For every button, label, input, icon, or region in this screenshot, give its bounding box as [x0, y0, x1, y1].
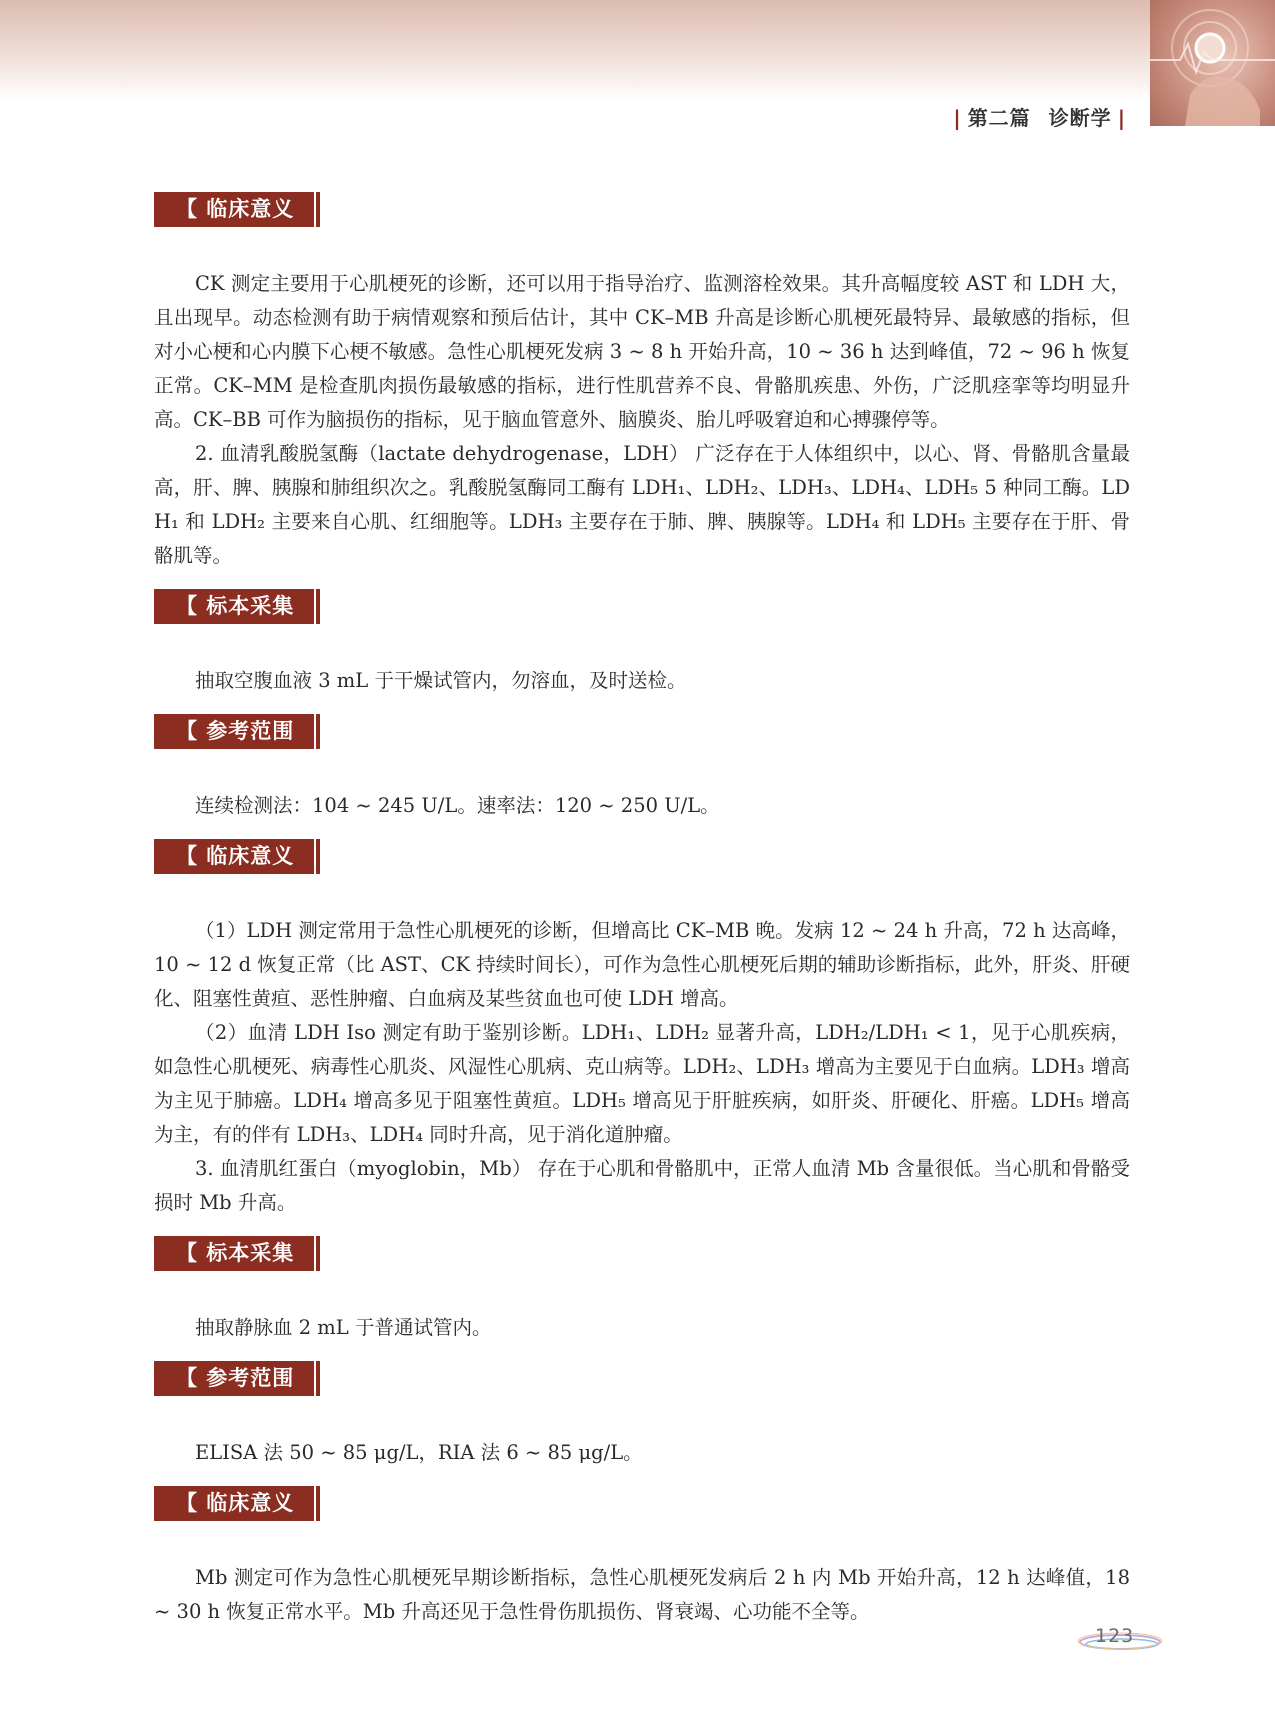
paragraph: Mb 测定可作为急性心肌梗死早期诊断指标，急性心肌梗死发病后 2 h 内 Mb 开始升高，12 h 达峰值，18 ~ 30 h 恢复正常水平。Mb 升高还见于急性骨伤肌损伤、肾衰竭、心功能不全等。 — [154, 1566, 1130, 1623]
stethoscope-icon — [1150, 0, 1275, 126]
section-tag: 【 参考范围 】 — [154, 1361, 314, 1396]
paragraph: （2）血清 LDH Iso 测定有助于鉴别诊断。LDH₁、LDH₂ 显著升高，LDH₂/LDH₁ < 1，见于心肌疾病，如急性心肌梗死、病毒性心肌炎、风湿性心肌病、克山病等。LDH₂、LDH₃ 增高为主要见于白血病。LDH₃ 增高为主见于肺癌。LDH₄ 增高多见于阻塞性黄疸。LDH₅ 增高见于肝脏疾病，如肝炎、肝硬化、肝癌。LDH₅ 增高为主，有的伴有 LDH₃、LDH₄ 同时升高，见于消化道肿瘤。 — [154, 1021, 1130, 1146]
paragraph: CK 测定主要用于心肌梗死的诊断，还可以用于指导治疗、监测溶栓效果。其升高幅度较 AST 和 LDH 大，且出现早。动态检测有助于病情观察和预后估计，其中 CK–MB 升高是诊断心肌梗死最特异、最敏感的指标，但对小心梗和心内膜下心梗不敏感。急性心肌梗死发病 3 ~ 8 h 开始升高，10 ~ 36 h 达到峰值，72 ~ 96 h 恢复正常。CK–MM 是检查肌肉损伤最敏感的指标，进行性肌营养不良、骨骼肌疾患、外伤，广泛肌痉挛等均明显升高。CK–BB 可作为脑损伤的指标，见于脑血管意外、脑膜炎、胎儿呼吸窘迫和心搏骤停等。 — [154, 272, 1130, 431]
section-tag: 【 标本采集 】 — [154, 589, 314, 624]
paragraph: 抽取静脉血 2 mL 于普通试管内。 — [195, 1316, 492, 1339]
paragraph: 2. 血清乳酸脱氢酶（lactate dehydrogenase，LDH） 广泛存在于人体组织中，以心、肾、骨骼肌含量最高，肝、脾、胰腺和肺组织次之。乳酸脱氢酶同工酶有 LDH₁、LDH₂、LDH₃、LDH₄、LDH₅ 5 种同工酶。LDH₁ 和 LDH₂ 主要来自心肌、红细胞等。LDH₃ 主要存在于肺、脾、胰腺等。LDH₄ 和 LDH₅ 主要存在于肝、骨骼肌等。 — [154, 442, 1130, 567]
running-head-divider-right: | — [1117, 106, 1126, 130]
paragraph: 3. 血清肌红蛋白（myoglobin，Mb） 存在于心肌和骨骼肌中，正常人血清 Mb 含量很低。当心肌和骨骼受损时 Mb 升高。 — [154, 1157, 1130, 1214]
part-title: 第二篇 — [967, 106, 1031, 130]
section-clinical-significance-ck — [154, 192, 1130, 573]
page-body — [154, 192, 1130, 1629]
running-head-divider-left: | — [953, 106, 962, 130]
page-number — [1070, 1625, 1190, 1655]
page-number-text: 123 — [1095, 1625, 1135, 1647]
paragraph: （1）LDH 测定常用于急性心肌梗死的诊断，但增高比 CK–MB 晚。发病 12 ~ 24 h 升高，72 h 达高峰，10 ~ 12 d 恢复正常（比 AST、CK 持续时间长），可作为急性心肌梗死后期的辅助诊断指标，此外，肝炎、肝硬化、阻塞性黄疸、恶性肿瘤、白血病及某些贫血也可使 LDH 增高。 — [154, 919, 1130, 1010]
section-tag: 【 临床意义 】 — [154, 1486, 314, 1521]
section-reference-range-mb — [154, 1361, 1130, 1470]
paragraph: ELISA 法 50 ~ 85 μg/L，RIA 法 6 ~ 85 μg/L。 — [195, 1441, 643, 1464]
section-reference-range-ldh — [154, 714, 1130, 823]
stethoscope-header-image — [1150, 0, 1275, 126]
section-tag: 【 临床意义 】 — [154, 839, 314, 874]
subject-title: 诊断学 — [1048, 106, 1112, 130]
section-specimen-collection-ldh — [154, 589, 1130, 698]
section-specimen-collection-mb — [154, 1236, 1130, 1345]
paragraph: 连续检测法：104 ~ 245 U/L。速率法：120 ~ 250 U/L。 — [195, 794, 720, 817]
header-band — [0, 0, 1150, 100]
section-tag: 【 参考范围 】 — [154, 714, 314, 749]
section-clinical-significance-mb — [154, 1486, 1130, 1629]
section-clinical-significance-ldh — [154, 839, 1130, 1220]
section-tag: 【 标本采集 】 — [154, 1236, 314, 1271]
paragraph: 抽取空腹血液 3 mL 于干燥试管内，勿溶血，及时送检。 — [195, 669, 687, 692]
section-tag: 【 临床意义 】 — [154, 192, 314, 227]
running-head — [947, 102, 1132, 131]
